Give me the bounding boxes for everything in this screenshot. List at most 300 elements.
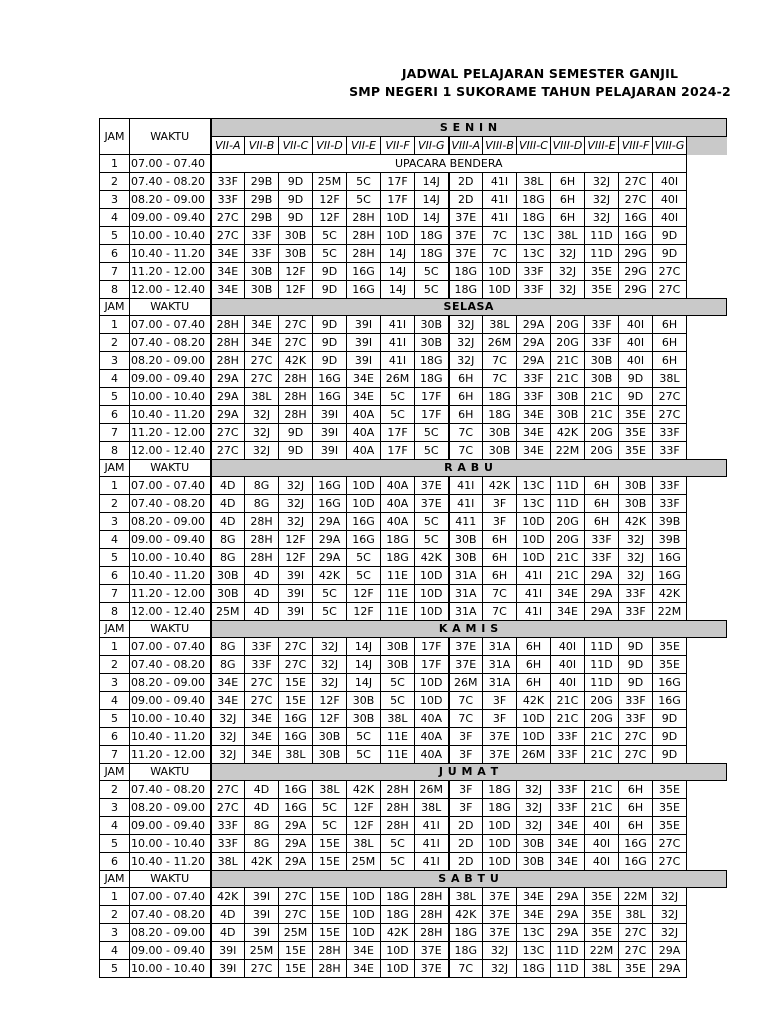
schedule-cell: 14J xyxy=(381,281,415,299)
schedule-cell: 41I xyxy=(381,352,415,370)
class-header: VIII-G xyxy=(653,137,687,155)
schedule-cell: 4D xyxy=(245,603,279,621)
schedule-cell: 28H xyxy=(381,781,415,799)
header-row-day xyxy=(100,764,727,781)
schedule-cell: 21C xyxy=(585,781,619,799)
schedule-cell: 33F xyxy=(551,728,585,746)
schedule-cell: 32J xyxy=(517,817,551,835)
schedule-cell: 21C xyxy=(551,352,585,370)
schedule-cell: 30B xyxy=(245,281,279,299)
period-number: 1 xyxy=(100,316,130,334)
schedule-cell: 32J xyxy=(585,173,619,191)
row-pad xyxy=(687,638,727,656)
schedule-cell: 26M xyxy=(415,781,449,799)
schedule-cell: 35E xyxy=(619,960,653,978)
schedule-cell: 10D xyxy=(347,906,381,924)
schedule-cell: 10D xyxy=(483,853,517,871)
schedule-cell: 30B xyxy=(211,585,245,603)
schedule-cell: 6H xyxy=(653,316,687,334)
schedule-cell: 38L xyxy=(347,835,381,853)
schedule-cell: 6H xyxy=(619,781,653,799)
schedule-cell: 27C xyxy=(211,424,245,442)
schedule-cell: 12F xyxy=(347,817,381,835)
table-row xyxy=(100,406,727,424)
schedule-cell: 34E xyxy=(245,710,279,728)
table-row xyxy=(100,674,727,692)
period-number: 8 xyxy=(100,603,130,621)
schedule-cell: 20G xyxy=(551,531,585,549)
schedule-cell: 8G xyxy=(245,477,279,495)
schedule-cell: 21C xyxy=(585,406,619,424)
day-header: S E N I N xyxy=(211,119,727,137)
schedule-cell: 40A xyxy=(381,513,415,531)
schedule-cell: 7C xyxy=(449,692,483,710)
schedule-cell: 35E xyxy=(653,799,687,817)
schedule-cell: 4D xyxy=(211,477,245,495)
schedule-cell: 5C xyxy=(313,227,347,245)
row-pad xyxy=(687,155,727,173)
schedule-cell: 27C xyxy=(245,352,279,370)
schedule-cell: 32J xyxy=(245,424,279,442)
schedule-cell: 16G xyxy=(279,799,313,817)
schedule-cell: 32J xyxy=(517,799,551,817)
schedule-cell: 28H xyxy=(381,817,415,835)
schedule-cell: 5C xyxy=(347,191,381,209)
schedule-cell: 6H xyxy=(551,173,585,191)
period-time: 10.40 - 11.20 xyxy=(130,853,211,871)
period-time: 12.00 - 12.40 xyxy=(130,281,211,299)
schedule-cell: 38L xyxy=(585,960,619,978)
schedule-cell: 34E xyxy=(347,942,381,960)
row-pad xyxy=(687,960,727,978)
schedule-cell: 3F xyxy=(483,513,517,531)
schedule-cell: 34E xyxy=(517,906,551,924)
row-pad xyxy=(687,334,727,352)
row-pad xyxy=(687,835,727,853)
schedule-cell: 15E xyxy=(279,674,313,692)
table-row xyxy=(100,281,727,299)
schedule-cell: 27C xyxy=(279,656,313,674)
schedule-cell: 39B xyxy=(653,531,687,549)
row-pad xyxy=(687,513,727,531)
schedule-cell: 5C xyxy=(313,799,347,817)
row-pad xyxy=(687,209,727,227)
table-row xyxy=(100,799,727,817)
col-header-waktu: WAKTU xyxy=(130,119,211,155)
period-number: 8 xyxy=(100,442,130,460)
row-pad xyxy=(687,263,727,281)
schedule-cell: 33F xyxy=(585,531,619,549)
schedule-cell: 32J xyxy=(449,352,483,370)
row-pad xyxy=(687,191,727,209)
schedule-cell: 8G xyxy=(211,531,245,549)
schedule-cell: 27C xyxy=(619,746,653,764)
table-row xyxy=(100,370,727,388)
period-time: 10.00 - 10.40 xyxy=(130,960,211,978)
schedule-cell: 34E xyxy=(211,245,245,263)
schedule-cell: 11D xyxy=(551,960,585,978)
schedule-cell: 38L xyxy=(551,227,585,245)
schedule-cell: 32J xyxy=(211,746,245,764)
schedule-cell: 35E xyxy=(619,406,653,424)
schedule-cell: 29A xyxy=(551,924,585,942)
schedule-cell: 38L xyxy=(619,906,653,924)
schedule-cell: 15E xyxy=(279,692,313,710)
period-number: 4 xyxy=(100,692,130,710)
schedule-cell: 9D xyxy=(653,227,687,245)
table-row xyxy=(100,924,727,942)
period-number: 2 xyxy=(100,173,130,191)
schedule-cell: 18G xyxy=(381,531,415,549)
schedule-cell: 20G xyxy=(551,316,585,334)
period-number: 3 xyxy=(100,513,130,531)
schedule-cell: 4D xyxy=(245,799,279,817)
schedule-cell: 41I xyxy=(483,191,517,209)
schedule-cell: 2D xyxy=(449,817,483,835)
period-number: 5 xyxy=(100,227,130,245)
schedule-cell: 32J xyxy=(245,442,279,460)
schedule-cell: 40I xyxy=(619,334,653,352)
row-pad xyxy=(687,746,727,764)
schedule-cell: 31A xyxy=(483,656,517,674)
period-time: 12.00 - 12.40 xyxy=(130,603,211,621)
period-number: 4 xyxy=(100,209,130,227)
schedule-cell: 12F xyxy=(347,585,381,603)
schedule-cell: 35E xyxy=(585,888,619,906)
schedule-cell: 27C xyxy=(619,942,653,960)
row-pad xyxy=(687,370,727,388)
schedule-cell: 39I xyxy=(211,960,245,978)
schedule-cell: 37E xyxy=(483,746,517,764)
schedule-cell: 6H xyxy=(653,352,687,370)
schedule-cell: 33F xyxy=(653,495,687,513)
schedule-cell: 27C xyxy=(653,835,687,853)
schedule-cell: 40I xyxy=(653,173,687,191)
schedule-cell: 5C xyxy=(381,835,415,853)
period-number: 2 xyxy=(100,781,130,799)
schedule-cell: 13C xyxy=(517,942,551,960)
schedule-cell: 30B xyxy=(415,316,449,334)
schedule-cell: 42K xyxy=(551,424,585,442)
schedule-cell: 25M xyxy=(313,173,347,191)
schedule-cell: 30B xyxy=(415,334,449,352)
schedule-cell: 10D xyxy=(381,942,415,960)
row-pad xyxy=(687,799,727,817)
row-pad xyxy=(687,924,727,942)
schedule-cell: 5C xyxy=(347,746,381,764)
schedule-cell: 27C xyxy=(279,888,313,906)
period-time: 10.00 - 10.40 xyxy=(130,549,211,567)
table-row xyxy=(100,334,727,352)
schedule-cell: 35E xyxy=(585,281,619,299)
period-time: 10.00 - 10.40 xyxy=(130,835,211,853)
schedule-cell: 8G xyxy=(245,495,279,513)
day-header: K A M I S xyxy=(211,621,727,638)
schedule-cell: 9D xyxy=(313,281,347,299)
schedule-cell: 10D xyxy=(347,477,381,495)
table-row xyxy=(100,352,727,370)
period-time: 08.20 - 09.00 xyxy=(130,352,211,370)
schedule-cell: 9D xyxy=(313,352,347,370)
schedule-cell: 29A xyxy=(653,942,687,960)
schedule-cell: 10D xyxy=(381,209,415,227)
col-header-jam: JAM xyxy=(100,621,130,638)
schedule-cell: 4D xyxy=(245,585,279,603)
schedule-cell: 22M xyxy=(653,603,687,621)
schedule-cell: 17F xyxy=(415,388,449,406)
schedule-cell: 35E xyxy=(585,924,619,942)
period-time: 07.40 - 08.20 xyxy=(130,656,211,674)
schedule-cell: 4D xyxy=(211,495,245,513)
schedule-cell: 33F xyxy=(653,477,687,495)
schedule-cell: 9D xyxy=(313,316,347,334)
schedule-cell: 18G xyxy=(415,370,449,388)
schedule-cell: 28H xyxy=(415,924,449,942)
schedule-cell: 30B xyxy=(551,388,585,406)
table-row xyxy=(100,531,727,549)
schedule-cell: 29A xyxy=(279,817,313,835)
schedule-cell: 40I xyxy=(619,316,653,334)
schedule-cell: 29A xyxy=(313,549,347,567)
row-pad xyxy=(687,567,727,585)
schedule-cell: 35E xyxy=(653,781,687,799)
period-time: 10.40 - 11.20 xyxy=(130,728,211,746)
schedule-cell: 21C xyxy=(585,799,619,817)
schedule-cell: 25M xyxy=(279,924,313,942)
schedule-cell: 41I xyxy=(415,817,449,835)
schedule-cell: 17F xyxy=(415,406,449,424)
schedule-cell: 37E xyxy=(449,209,483,227)
schedule-cell: 9D xyxy=(619,674,653,692)
schedule-cell: 21C xyxy=(551,692,585,710)
class-header: VIII-F xyxy=(619,137,653,155)
schedule-cell: 32J xyxy=(551,245,585,263)
schedule-cell: 34E xyxy=(211,263,245,281)
schedule-cell: 17F xyxy=(415,656,449,674)
schedule-cell: 29B xyxy=(245,209,279,227)
period-time: 07.40 - 08.20 xyxy=(130,906,211,924)
row-pad xyxy=(687,906,727,924)
period-time: 07.00 - 07.40 xyxy=(130,477,211,495)
schedule-cell: 28H xyxy=(347,227,381,245)
schedule-cell: 32J xyxy=(279,513,313,531)
schedule-cell: 34E xyxy=(517,406,551,424)
schedule-cell: 5C xyxy=(415,281,449,299)
row-pad xyxy=(687,173,727,191)
schedule-cell: 41I xyxy=(517,567,551,585)
schedule-cell: 9D xyxy=(313,334,347,352)
class-header: VII-C xyxy=(279,137,313,155)
schedule-cell: 34E xyxy=(551,853,585,871)
schedule-cell: 41I xyxy=(483,173,517,191)
schedule-cell: 30B xyxy=(483,442,517,460)
table-row xyxy=(100,835,727,853)
schedule-cell: 40I xyxy=(653,191,687,209)
schedule-cell: 38L xyxy=(245,388,279,406)
schedule-cell: 28H xyxy=(347,209,381,227)
class-header: VIII-D xyxy=(551,137,585,155)
schedule-cell: 11D xyxy=(551,477,585,495)
schedule-cell: 29A xyxy=(585,585,619,603)
schedule-cell: 30B xyxy=(381,638,415,656)
schedule-cell: 10D xyxy=(517,531,551,549)
schedule-cell: 16G xyxy=(653,567,687,585)
schedule-cell: 29A xyxy=(211,388,245,406)
schedule-cell: 30B xyxy=(619,477,653,495)
row-pad xyxy=(687,942,727,960)
schedule-cell: 32J xyxy=(279,495,313,513)
table-row xyxy=(100,656,727,674)
table-row xyxy=(100,692,727,710)
row-pad xyxy=(687,781,727,799)
schedule-cell: 29A xyxy=(585,603,619,621)
schedule-cell: 18G xyxy=(517,191,551,209)
schedule-cell: 33F xyxy=(619,603,653,621)
schedule-cell: 11D xyxy=(551,495,585,513)
table-row xyxy=(100,227,727,245)
schedule-cell: 16G xyxy=(279,728,313,746)
schedule-cell: 10D xyxy=(347,888,381,906)
schedule-cell: 14J xyxy=(347,674,381,692)
document-subtitle: SMP NEGERI 1 SUKORAME TAHUN PELAJARAN 2024-2 xyxy=(349,84,731,99)
schedule-cell: 11E xyxy=(381,728,415,746)
schedule-cell: 33F xyxy=(585,316,619,334)
schedule-cell: 5C xyxy=(313,817,347,835)
schedule-cell: 9D xyxy=(619,370,653,388)
row-pad xyxy=(687,388,727,406)
schedule-cell: 6H xyxy=(619,799,653,817)
schedule-cell: 29A xyxy=(313,531,347,549)
row-pad xyxy=(687,817,727,835)
schedule-cell: 39I xyxy=(279,585,313,603)
class-header: VII-E xyxy=(347,137,381,155)
schedule-cell: 31A xyxy=(449,567,483,585)
table-row xyxy=(100,495,727,513)
schedule-cell: 9D xyxy=(653,728,687,746)
schedule-cell: 31A xyxy=(449,585,483,603)
table-row xyxy=(100,853,727,871)
period-time: 10.00 - 10.40 xyxy=(130,227,211,245)
schedule-cell: 2D xyxy=(449,173,483,191)
schedule-cell: 34E xyxy=(517,888,551,906)
schedule-cell: 21C xyxy=(585,728,619,746)
schedule-cell: 26M xyxy=(449,674,483,692)
schedule-cell: 16G xyxy=(347,531,381,549)
period-time: 09.00 - 09.40 xyxy=(130,209,211,227)
schedule-cell: 11E xyxy=(381,585,415,603)
schedule-cell: 32J xyxy=(619,549,653,567)
period-number: 6 xyxy=(100,728,130,746)
period-time: 09.00 - 09.40 xyxy=(130,942,211,960)
schedule-cell: 33F xyxy=(551,781,585,799)
col-header-waktu: WAKTU xyxy=(130,871,211,888)
period-time: 09.00 - 09.40 xyxy=(130,370,211,388)
schedule-cell: 27C xyxy=(279,316,313,334)
schedule-cell: 39I xyxy=(313,442,347,460)
period-time: 12.00 - 12.40 xyxy=(130,442,211,460)
class-header: VII-D xyxy=(313,137,347,155)
schedule-cell: 7C xyxy=(483,603,517,621)
schedule-cell: 21C xyxy=(551,370,585,388)
schedule-cell: 27C xyxy=(279,906,313,924)
schedule-cell: 3F xyxy=(449,746,483,764)
col-header-waktu: WAKTU xyxy=(130,460,211,477)
schedule-cell: 14J xyxy=(415,209,449,227)
schedule-cell: 18G xyxy=(449,942,483,960)
schedule-cell: 3F xyxy=(449,799,483,817)
schedule-cell: 12F xyxy=(279,263,313,281)
schedule-cell: 30B xyxy=(245,263,279,281)
schedule-cell: 7C xyxy=(449,710,483,728)
schedule-cell: 11D xyxy=(585,638,619,656)
period-time: 11.20 - 12.00 xyxy=(130,746,211,764)
schedule-cell: 9D xyxy=(653,245,687,263)
schedule-cell: 10D xyxy=(415,585,449,603)
row-pad xyxy=(687,603,727,621)
schedule-cell: 34E xyxy=(245,316,279,334)
schedule-cell: 31A xyxy=(449,603,483,621)
schedule-cell: 20G xyxy=(551,334,585,352)
schedule-cell: 10D xyxy=(415,567,449,585)
row-pad xyxy=(687,424,727,442)
schedule-cell: 15E xyxy=(313,835,347,853)
period-time: 08.20 - 09.00 xyxy=(130,191,211,209)
schedule-cell: 18G xyxy=(381,888,415,906)
schedule-cell: 40I xyxy=(585,835,619,853)
schedule-cell: 29A xyxy=(211,406,245,424)
table-row xyxy=(100,603,727,621)
schedule-cell: 32J xyxy=(619,531,653,549)
schedule-cell: 28H xyxy=(313,960,347,978)
schedule-cell: 30B xyxy=(211,567,245,585)
schedule-cell: 20G xyxy=(585,710,619,728)
schedule-cell: 25M xyxy=(245,942,279,960)
table-row xyxy=(100,209,727,227)
schedule-cell: 16G xyxy=(619,209,653,227)
schedule-cell: 41I xyxy=(415,835,449,853)
table-row xyxy=(100,888,727,906)
schedule-cell: 15E xyxy=(279,960,313,978)
schedule-cell: 6H xyxy=(619,817,653,835)
schedule-cell: 40I xyxy=(551,656,585,674)
schedule-cell: 33F xyxy=(619,692,653,710)
schedule-cell: 18G xyxy=(449,924,483,942)
schedule-cell: 10D xyxy=(517,549,551,567)
schedule-cell: 42K xyxy=(415,549,449,567)
schedule-cell: 35E xyxy=(653,656,687,674)
schedule-cell: 20G xyxy=(551,513,585,531)
row-pad xyxy=(687,549,727,567)
schedule-cell: 28H xyxy=(211,352,245,370)
schedule-cell: 10D xyxy=(483,281,517,299)
schedule-cell: 42K xyxy=(347,781,381,799)
schedule-cell: 9D xyxy=(313,263,347,281)
schedule-cell: 39I xyxy=(279,567,313,585)
schedule-cell: 27C xyxy=(619,173,653,191)
schedule-cell: 18G xyxy=(517,960,551,978)
col-header-jam: JAM xyxy=(100,119,130,155)
schedule-cell: 18G xyxy=(415,227,449,245)
schedule-cell: 30B xyxy=(313,746,347,764)
period-number: 1 xyxy=(100,888,130,906)
period-number: 5 xyxy=(100,960,130,978)
schedule-cell: 33F xyxy=(517,370,551,388)
table-row xyxy=(100,263,727,281)
schedule-cell: 40I xyxy=(551,638,585,656)
schedule-cell: 18G xyxy=(483,781,517,799)
schedule-cell: 32J xyxy=(619,567,653,585)
period-number: 3 xyxy=(100,799,130,817)
